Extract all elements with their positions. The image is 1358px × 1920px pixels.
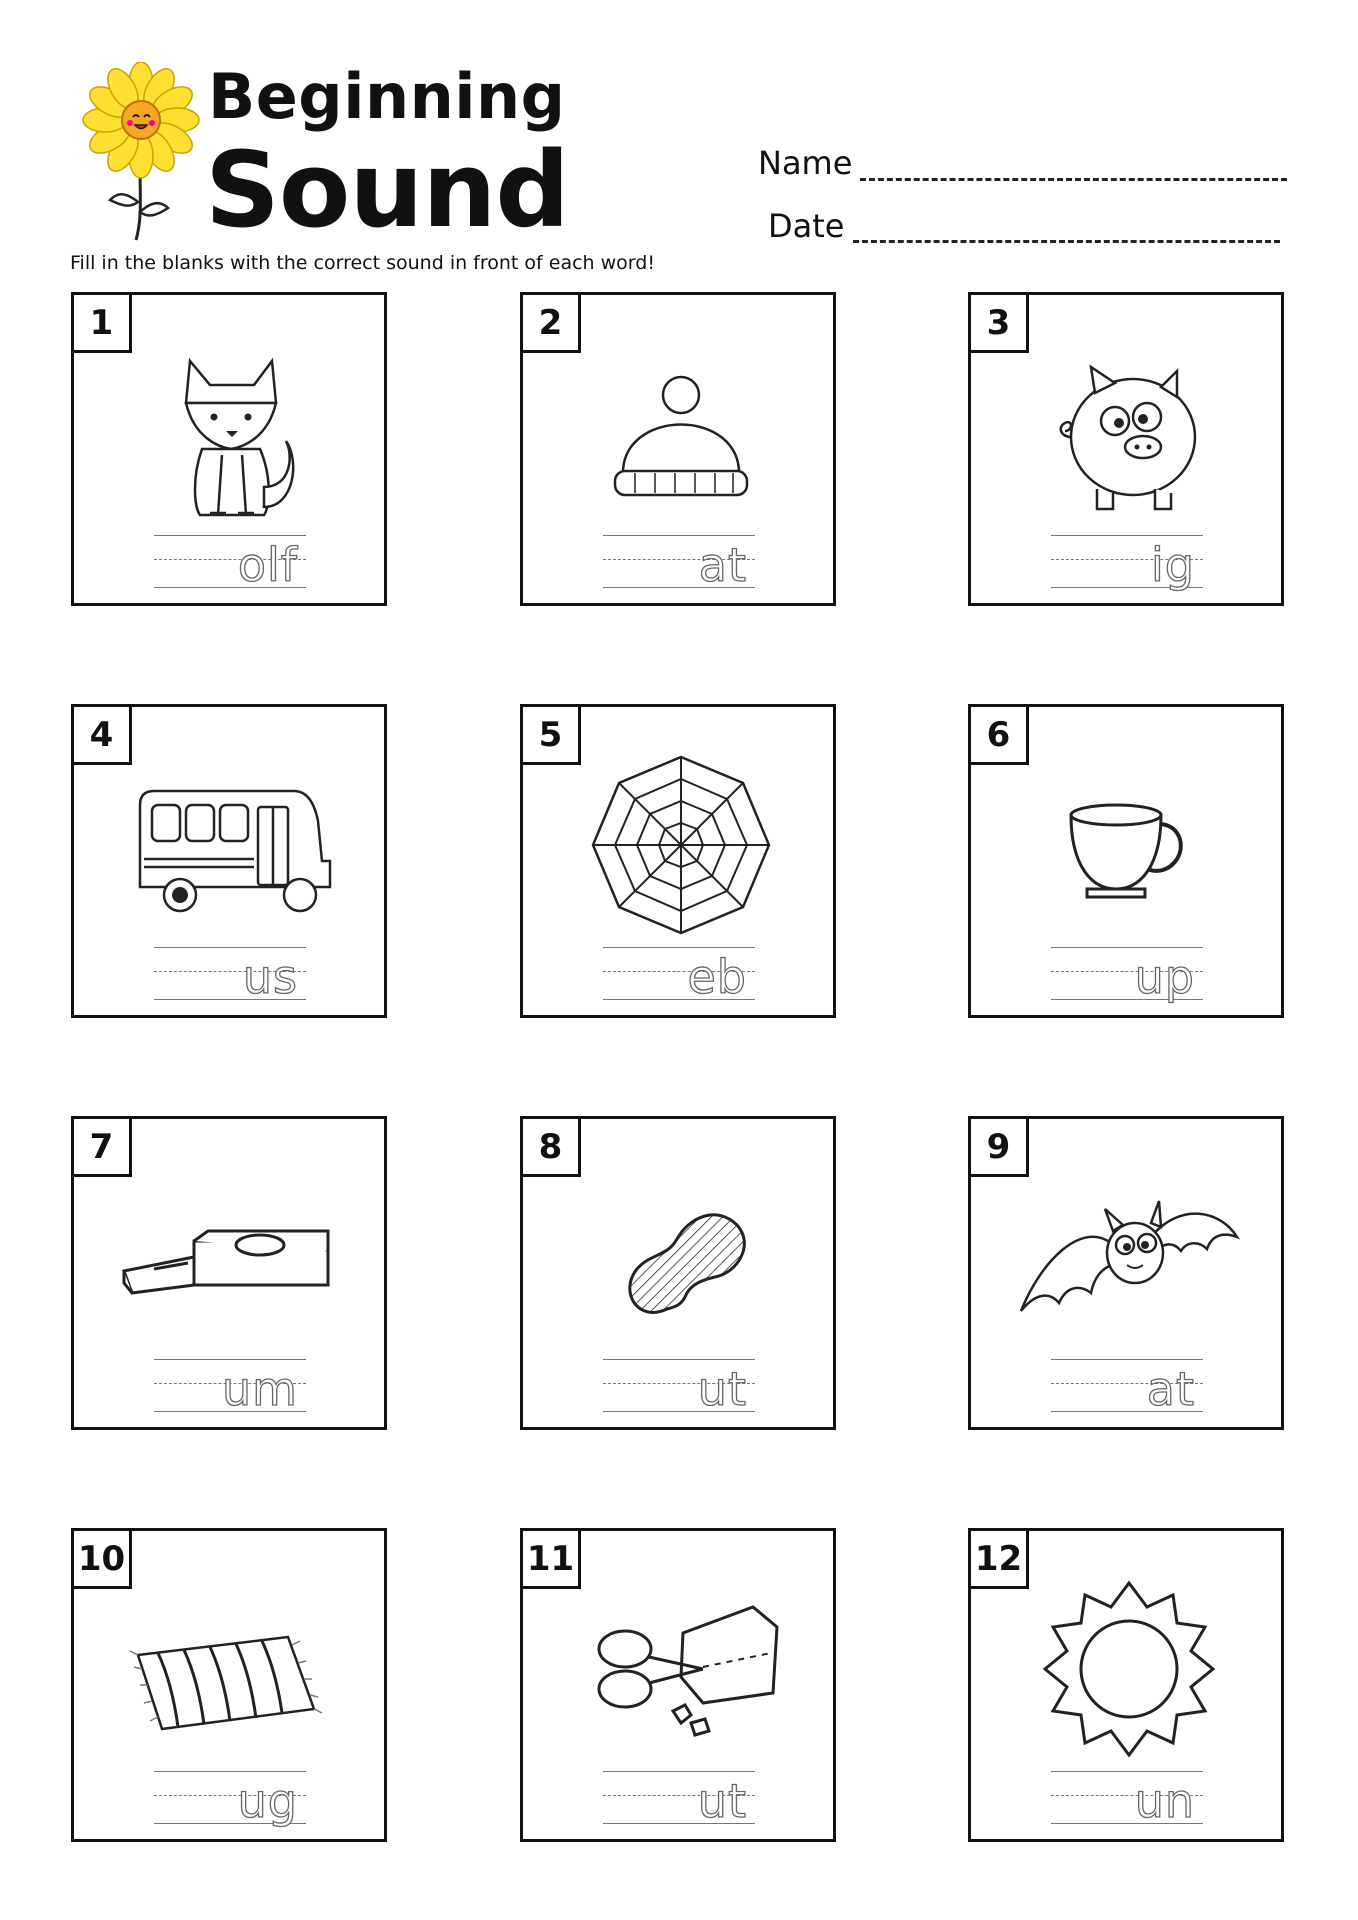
rug-icon: [114, 1573, 350, 1763]
card-number: 6: [971, 707, 1029, 765]
trace-word: um: [222, 1362, 298, 1416]
name-label: Name: [758, 144, 853, 182]
card-number: 7: [74, 1119, 132, 1177]
trace-line[interactable]: [154, 1771, 306, 1827]
cup-icon: [1011, 749, 1247, 939]
word-card: [520, 704, 836, 1018]
word-card: [71, 1116, 387, 1430]
pig-icon: [1011, 337, 1247, 527]
spider-web-icon: [563, 749, 799, 939]
trace-line[interactable]: [1051, 535, 1203, 591]
trace-word: olf: [237, 538, 298, 592]
word-card: [968, 704, 1284, 1018]
trace-word: ut: [697, 1774, 747, 1828]
trace-line[interactable]: [154, 535, 306, 591]
card-number: 4: [74, 707, 132, 765]
wolf-icon: [114, 337, 350, 527]
card-number: 10: [74, 1531, 132, 1589]
bus-icon: [114, 749, 350, 939]
word-card: [968, 1116, 1284, 1430]
word-card: [520, 1116, 836, 1430]
trace-line[interactable]: [154, 1359, 306, 1415]
date-field[interactable]: [853, 240, 1280, 243]
peanut-icon: [563, 1161, 799, 1351]
trace-line[interactable]: [603, 947, 755, 1003]
card-number: 11: [523, 1531, 581, 1589]
card-number: 3: [971, 295, 1029, 353]
trace-line[interactable]: [603, 535, 755, 591]
card-number: 8: [523, 1119, 581, 1177]
trace-line[interactable]: [603, 1359, 755, 1415]
hat-icon: [563, 337, 799, 527]
bat-icon: [1011, 1161, 1247, 1351]
word-card: [968, 1528, 1284, 1842]
trace-line[interactable]: [154, 947, 306, 1003]
gum-icon: [114, 1161, 350, 1351]
scissors-cut-icon: [563, 1573, 799, 1763]
trace-line[interactable]: [603, 1771, 755, 1827]
trace-word: at: [1146, 1362, 1195, 1416]
card-number: 12: [971, 1531, 1029, 1589]
title-beginning: Beginning: [208, 60, 566, 133]
trace-line[interactable]: [1051, 1359, 1203, 1415]
word-card: [71, 1528, 387, 1842]
word-card: [968, 292, 1284, 606]
trace-line[interactable]: [1051, 947, 1203, 1003]
card-number: 2: [523, 295, 581, 353]
sun-icon: [1011, 1573, 1247, 1763]
card-number: 5: [523, 707, 581, 765]
trace-word: ug: [237, 1774, 298, 1828]
trace-word: eb: [687, 950, 747, 1004]
word-card: [71, 704, 387, 1018]
card-number: 1: [74, 295, 132, 353]
title-sound: Sound: [205, 129, 569, 251]
word-card: [520, 1528, 836, 1842]
name-field[interactable]: [860, 178, 1287, 181]
instructions: Fill in the blanks with the correct sound in front of each word!: [70, 252, 655, 274]
trace-word: us: [242, 950, 298, 1004]
word-card: [71, 292, 387, 606]
trace-word: ut: [697, 1362, 747, 1416]
card-number: 9: [971, 1119, 1029, 1177]
word-card: [520, 292, 836, 606]
trace-word: ig: [1151, 538, 1195, 592]
trace-word: un: [1134, 1774, 1195, 1828]
trace-word: at: [698, 538, 747, 592]
trace-word: up: [1134, 950, 1195, 1004]
trace-line[interactable]: [1051, 1771, 1203, 1827]
sunflower-logo-icon: [78, 62, 208, 242]
date-label: Date: [768, 207, 845, 245]
